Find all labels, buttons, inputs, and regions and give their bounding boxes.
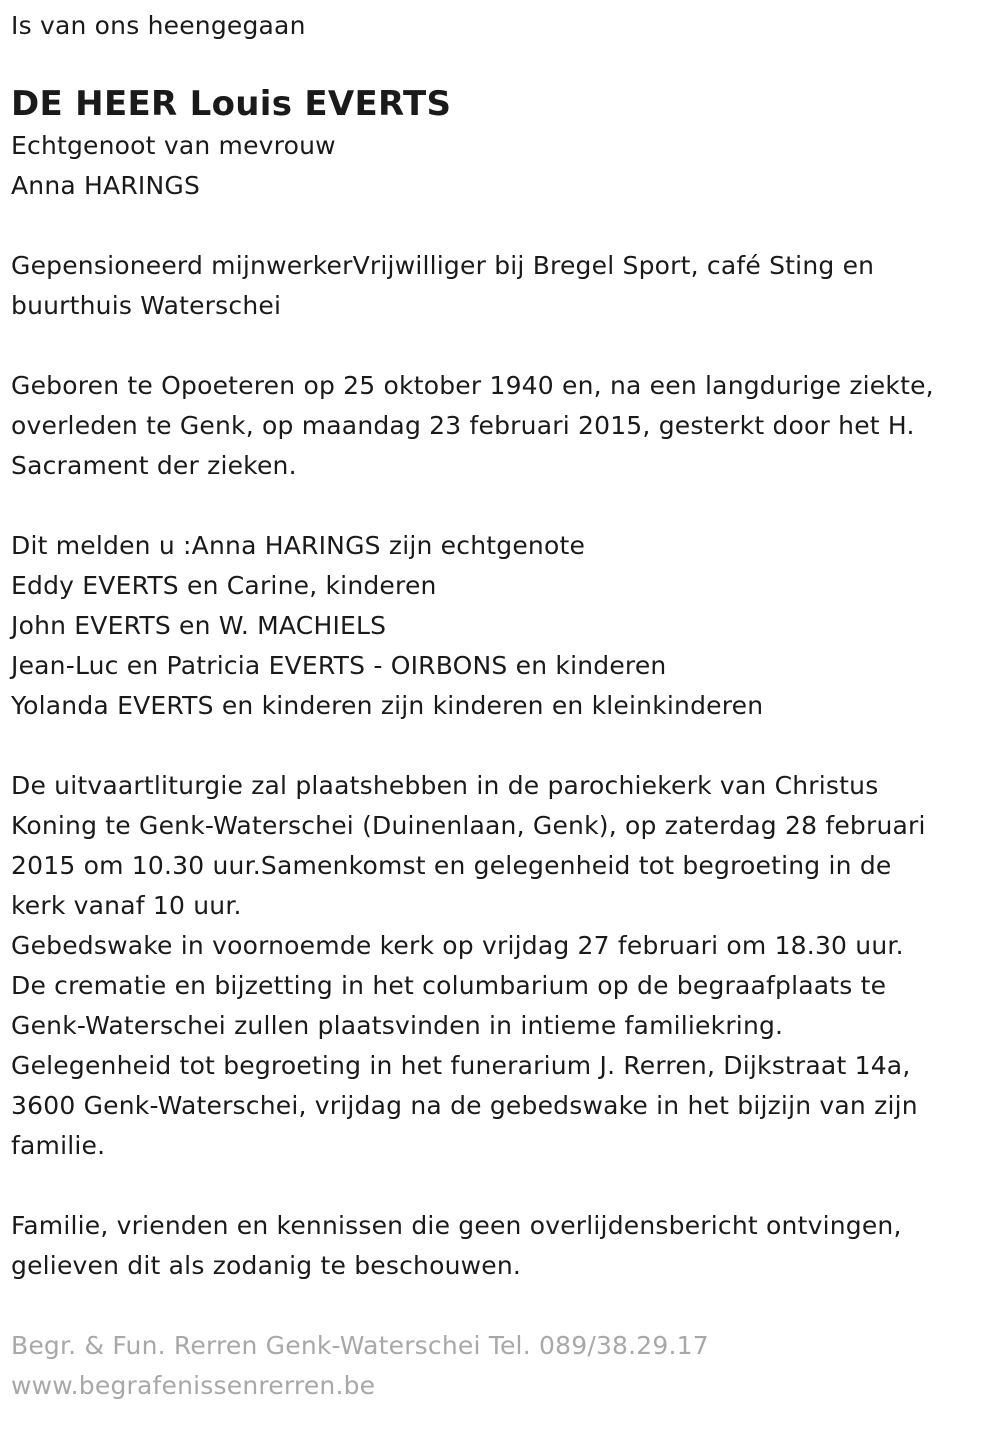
funeral-line: familie.	[11, 1131, 106, 1160]
occupation-block	[11, 246, 1000, 326]
funeral-line: Gebedswake in voornoemde kerk op vrijdag 27 februari om 18.30 uur.	[11, 931, 904, 960]
occupation-line: Gepensioneerd mijnwerkerVrijwilliger bij Bregel Sport, café Sting en	[11, 251, 875, 280]
family-line: John EVERTS en W. MACHIELS	[11, 611, 387, 640]
undertaker-website: www.begrafenissenrerren.be	[11, 1371, 376, 1400]
family-line: Dit melden u :Anna HARINGS zijn echtgenote	[11, 531, 586, 560]
closing-line: gelieven dit als zodanig te beschouwen.	[11, 1251, 522, 1280]
family-line: Eddy EVERTS en Carine, kinderen	[11, 571, 437, 600]
birth-death-block	[11, 366, 1000, 486]
spouse-block	[11, 126, 1000, 206]
funeral-block	[11, 766, 1000, 1166]
funeral-line: De crematie en bijzetting in het columbarium op de begraafplaats te	[11, 971, 887, 1000]
intro-text: Is van ons heengegaan	[11, 11, 306, 40]
spouse-line: Anna HARINGS	[11, 171, 201, 200]
occupation-line: buurthuis Waterschei	[11, 291, 282, 320]
funeral-line: De uitvaartliturgie zal plaatshebben in de parochiekerk van Christus	[11, 771, 879, 800]
funeral-line: 3600 Genk-Waterschei, vrijdag na de gebedswake in het bijzijn van zijn	[11, 1091, 918, 1120]
deceased-name: DE HEER Louis EVERTS	[11, 84, 452, 124]
funeral-line: Genk-Waterschei zullen plaatsvinden in intieme familiekring.	[11, 1011, 784, 1040]
family-block	[11, 526, 1000, 726]
closing-line: Familie, vrienden en kennissen die geen overlijdensbericht ontvingen,	[11, 1211, 902, 1240]
family-line: Yolanda EVERTS en kinderen zijn kinderen en kleinkinderen	[11, 691, 764, 720]
birth-death-line: Geboren te Opoeteren op 25 oktober 1940 en, na een langdurige ziekte,	[11, 371, 934, 400]
closing-block	[11, 1206, 1000, 1286]
family-line: Jean-Luc en Patricia EVERTS - OIRBONS en kinderen	[11, 651, 667, 680]
birth-death-line: overleden te Genk, op maandag 23 februari 2015, gesterkt door het H.	[11, 411, 915, 440]
undertaker-contact: Begr. & Fun. Rerren Genk-Waterschei Tel. 089/38.29.17	[11, 1331, 709, 1360]
undertaker-footer	[11, 1326, 1000, 1406]
funeral-line: Koning te Genk-Waterschei (Duinenlaan, Genk), op zaterdag 28 februari	[11, 811, 926, 840]
birth-death-line: Sacrament der zieken.	[11, 451, 297, 480]
spouse-line: Echtgenoot van mevrouw	[11, 131, 336, 160]
funeral-line: Gelegenheid tot begroeting in het funerarium J. Rerren, Dijkstraat 14a,	[11, 1051, 911, 1080]
funeral-line: kerk vanaf 10 uur.	[11, 891, 242, 920]
funeral-line: 2015 om 10.30 uur.Samenkomst en gelegenheid tot begroeting in de	[11, 851, 892, 880]
